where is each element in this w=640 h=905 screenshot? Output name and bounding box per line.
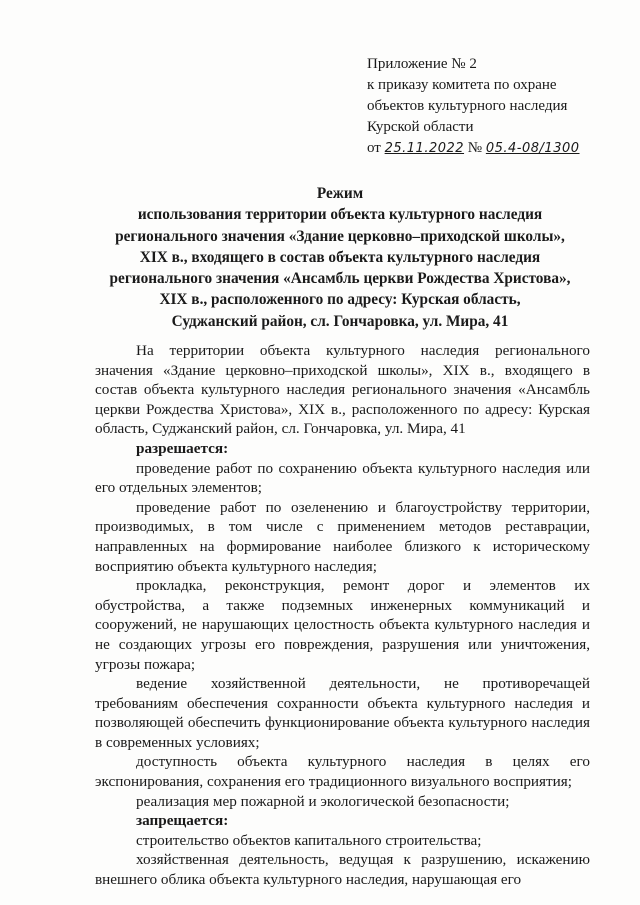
allowed-item: прокладка, реконструкция, ремонт дорог и элементов их обустройства, а также подземных инженерных коммуникаций и сооружений, не нарушающих целостность объекта культурного наследия и не создающих угрозы его повреждения, разрушения или уничтожения, угрозы пожара; [95,577,590,673]
handwritten-number: 05.4-08/1300 [485,141,580,156]
appendix-header [367,54,627,159]
allowed-item: реализация мер пожарной и экологической безопасности; [136,792,510,810]
appendix-date-line [367,138,627,159]
allowed-heading: разрешается: [136,439,229,457]
allowed-item: ведение хозяйственной деятельности, не противоречащей требованиям обеспечения сохранности объекта культурного наследия и позволяющей обеспечить функционирование объекта культурного наследия в современных условиях; [95,675,590,751]
appendix-number: Приложение № 2 [367,56,477,72]
title-line: использования территории объекта культурного наследия [137,206,543,224]
handwritten-date: 25.11.2022 [384,141,465,156]
title-line: Суджанский район, сл. Гончаровка, ул. Мира, 41 [171,312,509,330]
document-body [95,341,590,890]
title-line: Режим [316,185,364,202]
allowed-item: проведение работ по сохранению объекта культурного наследия или его отдельных элементов; [95,459,590,497]
appendix-order-ref: к приказу комитета по охране [367,77,557,93]
title-line: XIX в., входящего в состав объекта культурного наследия [139,248,541,266]
allowed-item: доступность объекта культурного наследия в целях его экспонирования, сохранения его традиционного визуального восприятия; [95,753,590,791]
allowed-item: проведение работ по озеленению и благоустройству территории, производимых, в том числе с применением методов реставрации, направленных на формирование наиболее близкого к историческому восприятию объекта культурного наследия; [95,498,590,575]
title-line: регионального значения «Здание церковно–приходской школы», [115,227,565,245]
number-prefix: № [467,140,483,156]
document-title [90,183,590,332]
forbidden-item: хозяйственная деятельность, ведущая к разрушению, искажению внешнего облика объекта культурного наследия, нарушающая его [95,851,590,889]
title-line: XIX в., расположенного по адресу: Курская область, [159,291,521,309]
forbidden-item: строительство объектов капитального строительства; [136,831,482,849]
appendix-committee: объектов культурного наследия [367,98,568,114]
title-line: регионального значения «Ансамбль церкви Рождества Христова», [109,270,571,288]
appendix-region: Курской области [367,119,474,135]
date-prefix: от [367,140,381,156]
intro-paragraph: На территории объекта культурного наследия регионального значения «Здание церковно–приходской школы», XIX в., входящего в состав объекта культурного наследия регионального значения «Ансамбль церкви Рождества Христова», XIX в., расположенного по адресу: Курская область, Суджанский район, сл. Гончаровка, ул. Мира, 41 [95,342,590,438]
forbidden-heading: запрещается: [136,812,229,830]
